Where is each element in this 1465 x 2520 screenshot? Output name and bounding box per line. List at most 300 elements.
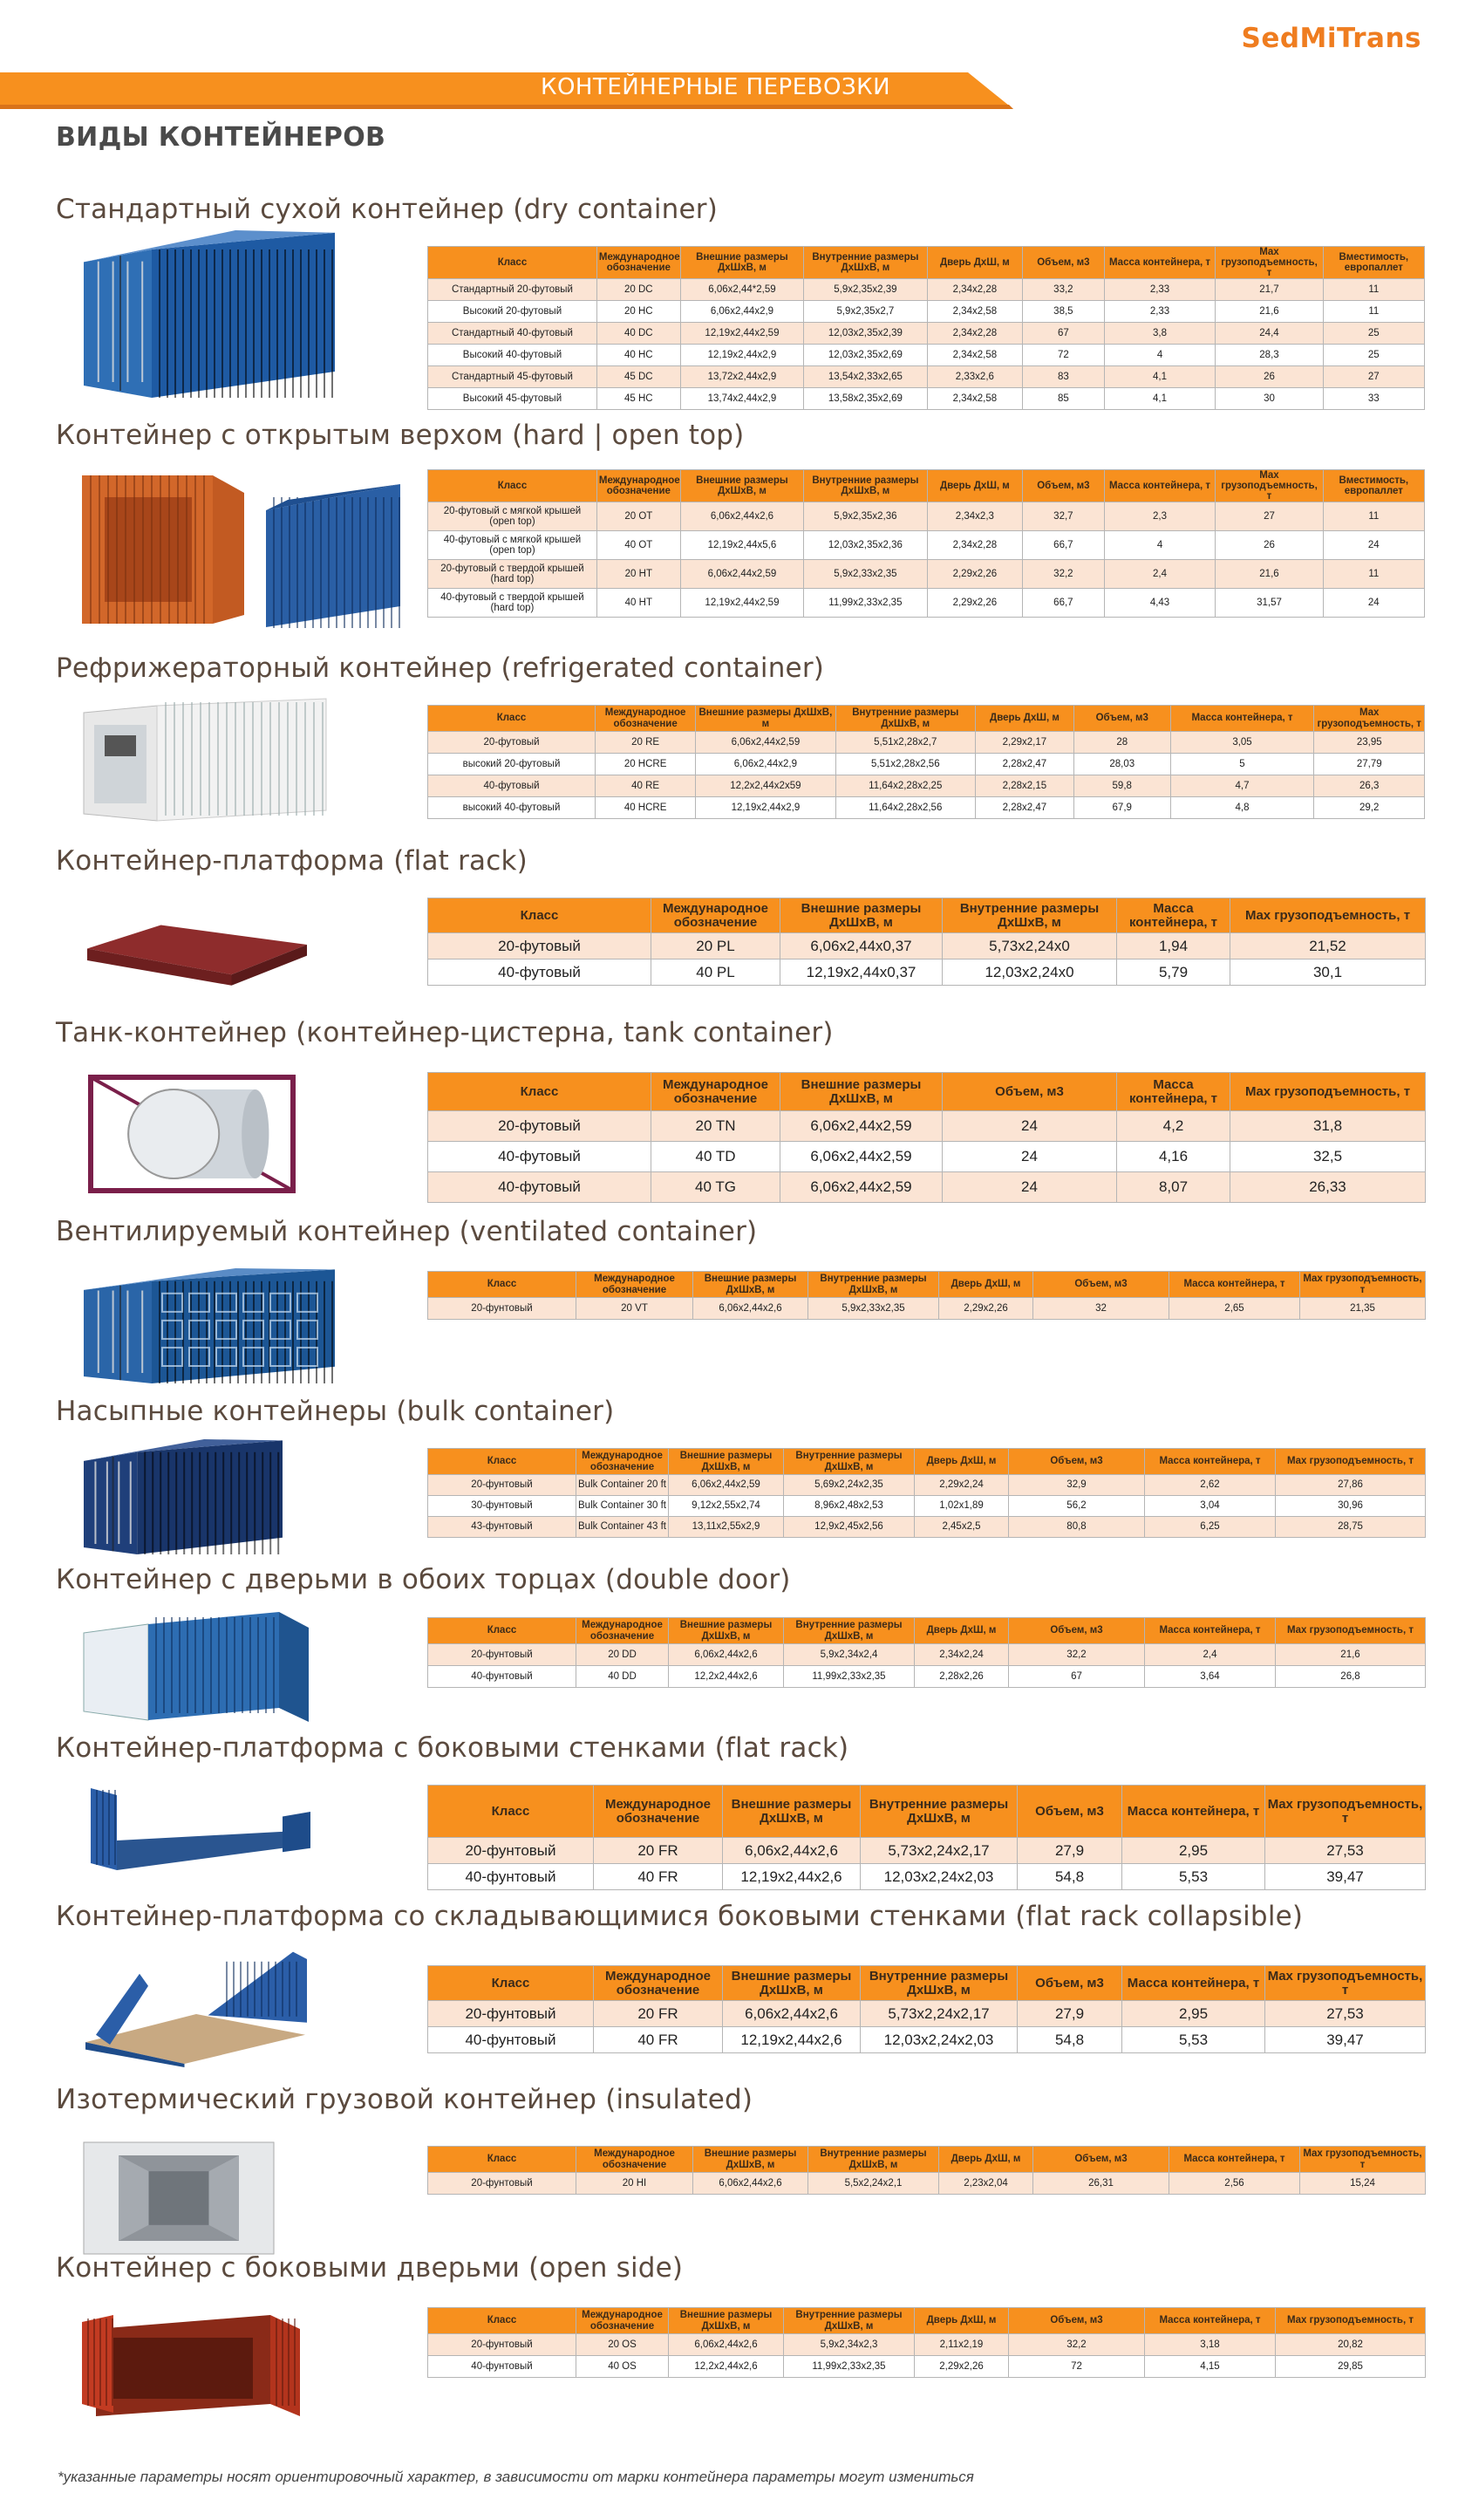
table-cell: 20-футовый bbox=[428, 933, 651, 960]
column-header: Международное обозначение bbox=[576, 2147, 693, 2173]
table-cell: 33 bbox=[1323, 388, 1424, 410]
container-image-openside bbox=[78, 2303, 305, 2425]
table-cell: 20 HCRE bbox=[596, 754, 696, 775]
table-row bbox=[428, 366, 1425, 388]
column-header: Международное обозначение bbox=[596, 247, 680, 279]
table-cell: 32,2 bbox=[1009, 1644, 1145, 1666]
column-header: Внутренние размеры ДхШхВ, м bbox=[784, 1618, 915, 1644]
table-cell: 2,29x2,26 bbox=[939, 1298, 1033, 1320]
table-cell: 39,47 bbox=[1265, 2027, 1426, 2053]
table-cell: 11 bbox=[1323, 560, 1424, 589]
table-cell: 6,06x2,44x2,59 bbox=[780, 1111, 943, 1142]
table-cell: 26,8 bbox=[1276, 1666, 1426, 1688]
table-cell: 20-футовый с твердой крышей (hard top) bbox=[428, 560, 597, 589]
table-header-row bbox=[428, 470, 1425, 502]
table-cell: 30,96 bbox=[1276, 1496, 1426, 1517]
table-cell: Bulk Container 43 ft bbox=[576, 1517, 669, 1538]
table-cell: 2,33 bbox=[1104, 279, 1216, 301]
table-cell: 2,95 bbox=[1122, 2001, 1265, 2027]
table-cell: 2,95 bbox=[1122, 1838, 1265, 1864]
table-cell: 2,4 bbox=[1145, 1644, 1276, 1666]
table-cell: 45 HC bbox=[596, 388, 680, 410]
column-header: Внешние размеры ДхШхВ, м bbox=[669, 2308, 784, 2334]
column-header: Вместимость, европаллет bbox=[1323, 247, 1424, 279]
column-header: Масса контейнера, т bbox=[1145, 1449, 1276, 1475]
table-cell: 11,99x2,33x2,35 bbox=[784, 2356, 915, 2378]
column-header: Класс bbox=[428, 706, 596, 732]
table-cell: 40 FR bbox=[594, 2027, 723, 2053]
container-image-vent bbox=[78, 1267, 340, 1389]
table-cell: 12,03x2,35x2,36 bbox=[804, 531, 927, 560]
table-cell: 20-фунтовый bbox=[428, 2001, 594, 2027]
table-row bbox=[428, 1142, 1426, 1172]
table-cell: 6,06x2,44x2,9 bbox=[696, 754, 835, 775]
table-row bbox=[428, 2173, 1426, 2195]
table-cell: 30-фунтовый bbox=[428, 1496, 576, 1517]
table-cell: 85 bbox=[1023, 388, 1105, 410]
table-cell: 29,2 bbox=[1314, 797, 1425, 819]
table-cell: 26,3 bbox=[1314, 775, 1425, 797]
column-header: Масса контейнера, т bbox=[1122, 1966, 1265, 2001]
table-row bbox=[428, 502, 1425, 531]
table-cell: 3,64 bbox=[1145, 1666, 1276, 1688]
section-title: Контейнер-платформа со складывающимися боковыми стенками (flat rack collapsible) bbox=[56, 1901, 1304, 1932]
table-cell: 54,8 bbox=[1018, 2027, 1122, 2053]
table-cell: 40-фунтовый bbox=[428, 2356, 576, 2378]
table-cell: 26,33 bbox=[1230, 1172, 1426, 1203]
table-cell: 2,65 bbox=[1169, 1298, 1300, 1320]
table-row bbox=[428, 797, 1425, 819]
table-header-row bbox=[428, 1272, 1426, 1298]
column-header: Масса контейнера, т bbox=[1170, 706, 1314, 732]
section-title: Насыпные контейнеры (bulk container) bbox=[56, 1396, 615, 1427]
column-header: Масса контейнера, т bbox=[1169, 2147, 1300, 2173]
table-cell: 72 bbox=[1009, 2356, 1145, 2378]
table-header-row bbox=[428, 1073, 1426, 1111]
table-cell: 32 bbox=[1033, 1298, 1169, 1320]
table-cell: 3,05 bbox=[1170, 732, 1314, 754]
column-header: Международное обозначение bbox=[651, 1073, 780, 1111]
column-header: Max грузоподъемность, т bbox=[1276, 2308, 1426, 2334]
table-cell: 31,8 bbox=[1230, 1111, 1426, 1142]
spec-table bbox=[427, 898, 1426, 986]
column-header: Масса контейнера, т bbox=[1104, 470, 1216, 502]
column-header: Max грузоподъемность, т bbox=[1216, 470, 1323, 502]
table-row bbox=[428, 560, 1425, 589]
table-row bbox=[428, 1838, 1426, 1864]
table-cell: 4,1 bbox=[1104, 388, 1216, 410]
table-cell: 6,06x2,44x0,37 bbox=[780, 933, 943, 960]
column-header: Дверь ДхШ, м bbox=[939, 2147, 1033, 2173]
column-header: Внутренние размеры ДхШхВ, м bbox=[943, 898, 1117, 933]
table-cell: 40-футовый bbox=[428, 1142, 651, 1172]
table-cell: Высокий 20-футовый bbox=[428, 301, 597, 323]
table-cell: 24 bbox=[943, 1172, 1117, 1203]
table-cell: 2,29x2,24 bbox=[915, 1475, 1009, 1496]
table-cell: 56,2 bbox=[1009, 1496, 1145, 1517]
table-cell: 20 FR bbox=[594, 2001, 723, 2027]
table-cell: 6,06x2,44x2,59 bbox=[696, 732, 835, 754]
column-header: Внутренние размеры ДхШхВ, м bbox=[804, 247, 927, 279]
table-header-row bbox=[428, 2147, 1426, 2173]
table-cell: 83 bbox=[1023, 366, 1105, 388]
table-cell: 27,86 bbox=[1276, 1475, 1426, 1496]
table-cell: 4,2 bbox=[1117, 1111, 1230, 1142]
table-cell: 2,34x2,28 bbox=[927, 531, 1023, 560]
table-cell: 21,6 bbox=[1276, 1644, 1426, 1666]
column-header: Внутренние размеры ДхШхВ, м bbox=[784, 2308, 915, 2334]
table-cell: 40-фунтовый bbox=[428, 1864, 594, 1890]
table-cell: 5,9x2,35x2,7 bbox=[804, 301, 927, 323]
table-cell: 40-футовый bbox=[428, 1172, 651, 1203]
section-title: Рефрижераторный контейнер (refrigerated container) bbox=[56, 652, 825, 684]
table-cell: 40-футовый с твердой крышей (hard top) bbox=[428, 589, 597, 618]
table-cell: 21,35 bbox=[1300, 1298, 1426, 1320]
table-cell: 12,19x2,44x5,6 bbox=[680, 531, 803, 560]
table-cell: 4,16 bbox=[1117, 1142, 1230, 1172]
section-title: Изотермический грузовой контейнер (insulated) bbox=[56, 2084, 753, 2115]
column-header: Max грузоподъемность, т bbox=[1216, 247, 1323, 279]
table-cell: 20-фунтовый bbox=[428, 1644, 576, 1666]
table-cell: 13,54x2,33x2,65 bbox=[804, 366, 927, 388]
table-cell: 12,19x2,44x0,37 bbox=[780, 960, 943, 986]
table-cell: 20 PL bbox=[651, 933, 780, 960]
table-cell: 40 DC bbox=[596, 323, 680, 345]
table-row bbox=[428, 732, 1425, 754]
table-cell: 40 TG bbox=[651, 1172, 780, 1203]
column-header: Масса контейнера, т bbox=[1169, 1272, 1300, 1298]
spec-table bbox=[427, 1271, 1426, 1320]
table-cell: 12,19x2,44x2,6 bbox=[723, 1864, 861, 1890]
table-cell: 20-фунтовый bbox=[428, 2173, 576, 2195]
section-title: Контейнер с дверьми в обоих торцах (double door) bbox=[56, 1564, 791, 1595]
container-image-insulated bbox=[78, 2137, 279, 2259]
table-cell: 4,15 bbox=[1145, 2356, 1276, 2378]
table-row bbox=[428, 1111, 1426, 1142]
table-cell: 27 bbox=[1216, 502, 1323, 531]
table-cell: 20 FR bbox=[594, 1838, 723, 1864]
table-cell: Стандартный 20-футовый bbox=[428, 279, 597, 301]
table-cell: 6,06x2,44x2,6 bbox=[693, 2173, 808, 2195]
column-header: Дверь ДхШ, м bbox=[927, 247, 1023, 279]
table-cell: 5,53 bbox=[1122, 1864, 1265, 1890]
table-row bbox=[428, 2334, 1426, 2356]
section-title: Контейнер-платформа с боковыми стенками (flat rack) bbox=[56, 1732, 849, 1764]
column-header: Внутренние размеры ДхШхВ, м bbox=[835, 706, 975, 732]
table-cell: 4 bbox=[1104, 531, 1216, 560]
container-image-bulk bbox=[78, 1438, 288, 1560]
table-cell: 2,34x2,3 bbox=[927, 502, 1023, 531]
table-cell: 2,34x2,58 bbox=[927, 388, 1023, 410]
column-header: Класс bbox=[428, 2308, 576, 2334]
table-cell: 12,2x2,44x2,6 bbox=[669, 1666, 784, 1688]
container-image-reefer bbox=[78, 695, 331, 826]
column-header: Дверь ДхШ, м bbox=[939, 1272, 1033, 1298]
table-cell: 40 TD bbox=[651, 1142, 780, 1172]
table-cell: 20 HC bbox=[596, 301, 680, 323]
table-cell: 15,24 bbox=[1300, 2173, 1426, 2195]
table-cell: 21,6 bbox=[1216, 560, 1323, 589]
table-cell: 30 bbox=[1216, 388, 1323, 410]
table-cell: 11,64x2,28x2,56 bbox=[835, 797, 975, 819]
column-header: Международное обозначение bbox=[594, 1966, 723, 2001]
table-row bbox=[428, 2356, 1426, 2378]
table-cell: 21,7 bbox=[1216, 279, 1323, 301]
table-cell: 12,19x2,44x2,9 bbox=[696, 797, 835, 819]
table-header-row bbox=[428, 898, 1426, 933]
table-row bbox=[428, 1666, 1426, 1688]
column-header: Внутренние размеры ДхШхВ, м bbox=[804, 470, 927, 502]
table-cell: 6,06x2,44*2,59 bbox=[680, 279, 803, 301]
table-cell: 4 bbox=[1104, 345, 1216, 366]
table-row bbox=[428, 2027, 1426, 2053]
table-cell: 2,45x2,5 bbox=[915, 1517, 1009, 1538]
table-cell: 5,9x2,34x2,4 bbox=[784, 1644, 915, 1666]
table-cell: 40-футовый bbox=[428, 960, 651, 986]
table-cell: 13,74x2,44x2,9 bbox=[680, 388, 803, 410]
table-row bbox=[428, 1864, 1426, 1890]
table-cell: 13,72x2,44x2,9 bbox=[680, 366, 803, 388]
table-cell: 2,3 bbox=[1104, 502, 1216, 531]
table-cell: 27 bbox=[1323, 366, 1424, 388]
table-cell: 2,29x2,26 bbox=[915, 2356, 1009, 2378]
column-header: Дверь ДхШ, м bbox=[927, 470, 1023, 502]
table-cell: 5,73x2,24x2,17 bbox=[861, 1838, 1018, 1864]
table-cell: 6,06x2,44x2,9 bbox=[680, 301, 803, 323]
column-header: Объем, м3 bbox=[1023, 247, 1105, 279]
brand-logo: SedMiTrans bbox=[1241, 23, 1421, 54]
header-banner bbox=[0, 72, 1013, 109]
column-header: Max грузоподъемность, т bbox=[1276, 1618, 1426, 1644]
table-cell: 40-фунтовый bbox=[428, 2027, 594, 2053]
spec-table bbox=[427, 1785, 1426, 1890]
table-cell: 12,2x2,44x2х59 bbox=[696, 775, 835, 797]
table-cell: 4,8 bbox=[1170, 797, 1314, 819]
column-header: Международное обозначение bbox=[594, 1786, 723, 1838]
table-cell: 8,96x2,48x2,53 bbox=[784, 1496, 915, 1517]
table-cell: 5,51x2,28x2,56 bbox=[835, 754, 975, 775]
table-cell: 20-фунтовый bbox=[428, 1298, 576, 1320]
table-cell: 67 bbox=[1009, 1666, 1145, 1688]
table-cell: 12,9x2,45x2,56 bbox=[784, 1517, 915, 1538]
table-cell: 2,11x2,19 bbox=[915, 2334, 1009, 2356]
column-header: Внешние размеры ДхШхВ, м bbox=[780, 898, 943, 933]
column-header: Max грузоподъемность, т bbox=[1265, 1786, 1426, 1838]
table-cell: 20-фунтовый bbox=[428, 2334, 576, 2356]
column-header: Внешние размеры ДхШхВ, м bbox=[669, 1449, 784, 1475]
table-cell: 5,73x2,24x2,17 bbox=[861, 2001, 1018, 2027]
table-cell: 11 bbox=[1323, 279, 1424, 301]
column-header: Класс bbox=[428, 470, 597, 502]
container-image-frack bbox=[78, 1783, 323, 1879]
table-cell: 2,34x2,24 bbox=[915, 1644, 1009, 1666]
table-cell: 5,9x2,33x2,35 bbox=[804, 560, 927, 589]
column-header: Дверь ДхШ, м bbox=[975, 706, 1073, 732]
table-cell: 20 DC bbox=[596, 279, 680, 301]
table-cell: 2,29x2,26 bbox=[927, 589, 1023, 618]
table-cell: 40 OT bbox=[596, 531, 680, 560]
table-cell: 13,11x2,55x2,9 bbox=[669, 1517, 784, 1538]
table-cell: 2,28x2,26 bbox=[915, 1666, 1009, 1688]
table-cell: 40 RE bbox=[596, 775, 696, 797]
table-cell: 40 HT bbox=[596, 589, 680, 618]
column-header: Международное обозначение bbox=[576, 2308, 669, 2334]
table-cell: 5,5x2,24x2,1 bbox=[808, 2173, 939, 2195]
spec-table bbox=[427, 705, 1425, 819]
table-cell: 72 bbox=[1023, 345, 1105, 366]
column-header: Объем, м3 bbox=[1023, 470, 1105, 502]
table-cell: 43-фунтовый bbox=[428, 1517, 576, 1538]
column-header: Объем, м3 bbox=[943, 1073, 1117, 1111]
table-cell: 4,43 bbox=[1104, 589, 1216, 618]
column-header: Дверь ДхШ, м bbox=[915, 1618, 1009, 1644]
table-cell: 20 HT bbox=[596, 560, 680, 589]
table-cell: 66,7 bbox=[1023, 589, 1105, 618]
table-cell: 5,9x2,35x2,36 bbox=[804, 502, 927, 531]
table-cell: 6,06x2,44x2,6 bbox=[723, 2001, 861, 2027]
table-row bbox=[428, 1517, 1426, 1538]
table-cell: 6,06x2,44x2,59 bbox=[669, 1475, 784, 1496]
table-cell: 80,8 bbox=[1009, 1517, 1145, 1538]
table-cell: 2,34x2,28 bbox=[927, 279, 1023, 301]
table-cell: 26 bbox=[1216, 531, 1323, 560]
table-row bbox=[428, 589, 1425, 618]
table-row bbox=[428, 323, 1425, 345]
container-image-double bbox=[78, 1607, 314, 1729]
column-header: Объем, м3 bbox=[1033, 2147, 1169, 2173]
column-header: Дверь ДхШ, м bbox=[915, 2308, 1009, 2334]
column-header: Масса контейнера, т bbox=[1104, 247, 1216, 279]
table-cell: 3,8 bbox=[1104, 323, 1216, 345]
table-cell: 32,2 bbox=[1023, 560, 1105, 589]
table-cell: 40 OS bbox=[576, 2356, 669, 2378]
table-cell: Bulk Container 20 ft bbox=[576, 1475, 669, 1496]
banner-text: КОНТЕЙНЕРНЫЕ ПЕРЕВОЗКИ bbox=[541, 74, 891, 100]
column-header: Масса контейнера, т bbox=[1117, 1073, 1230, 1111]
table-cell: 20 DD bbox=[576, 1644, 669, 1666]
table-cell: 12,2x2,44x2,6 bbox=[669, 2356, 784, 2378]
footnote: *указанные параметры носят ориентировочный характер, в зависимости от марки контейнера параметры могут измениться bbox=[58, 2469, 974, 2485]
table-cell: 20-футовый bbox=[428, 732, 596, 754]
column-header: Объем, м3 bbox=[1018, 1786, 1122, 1838]
table-cell: 12,03x2,24x0 bbox=[943, 960, 1117, 986]
table-cell: Высокий 40-футовый bbox=[428, 345, 597, 366]
table-header-row bbox=[428, 1786, 1426, 1838]
table-cell: 27,9 bbox=[1018, 2001, 1122, 2027]
column-header: Внутренние размеры ДхШхВ, м bbox=[861, 1966, 1018, 2001]
table-row bbox=[428, 754, 1425, 775]
section-title: Танк-контейнер (контейнер-цистерна, tank container) bbox=[56, 1017, 834, 1048]
table-cell: 9,12x2,55x2,74 bbox=[669, 1496, 784, 1517]
table-cell: 33,2 bbox=[1023, 279, 1105, 301]
column-header: Внешние размеры ДхШхВ, м bbox=[693, 1272, 808, 1298]
table-cell: 30,1 bbox=[1230, 960, 1426, 986]
column-header: Max грузоподъемность, т bbox=[1265, 1966, 1426, 2001]
column-header: Класс bbox=[428, 1272, 576, 1298]
column-header: Дверь ДхШ, м bbox=[915, 1449, 1009, 1475]
table-cell: Bulk Container 30 ft bbox=[576, 1496, 669, 1517]
column-header: Объем, м3 bbox=[1009, 1618, 1145, 1644]
table-cell: 40-футовый bbox=[428, 775, 596, 797]
table-header-row bbox=[428, 247, 1425, 279]
table-cell: 40 PL bbox=[651, 960, 780, 986]
table-cell: 20 RE bbox=[596, 732, 696, 754]
table-cell: 6,06x2,44x2,6 bbox=[669, 2334, 784, 2356]
table-cell: 32,7 bbox=[1023, 502, 1105, 531]
table-cell: 12,03x2,24x2,03 bbox=[861, 2027, 1018, 2053]
table-cell: 5,79 bbox=[1117, 960, 1230, 986]
table-cell: 2,33x2,6 bbox=[927, 366, 1023, 388]
table-cell: 40 HC bbox=[596, 345, 680, 366]
table-row bbox=[428, 345, 1425, 366]
table-cell: 66,7 bbox=[1023, 531, 1105, 560]
table-cell: 28,75 bbox=[1276, 1517, 1426, 1538]
table-cell: 2,34x2,28 bbox=[927, 323, 1023, 345]
column-header: Класс bbox=[428, 1786, 594, 1838]
table-cell: 20-фунтовый bbox=[428, 1838, 594, 1864]
container-image-opentop bbox=[78, 458, 405, 632]
table-cell: 6,06x2,44x2,59 bbox=[780, 1142, 943, 1172]
column-header: Max грузоподъемность, т bbox=[1300, 1272, 1426, 1298]
column-header: Внешние размеры ДхШхВ, м bbox=[780, 1073, 943, 1111]
table-cell: 29,85 bbox=[1276, 2356, 1426, 2378]
table-row bbox=[428, 531, 1425, 560]
column-header: Внешние размеры ДхШхВ, м bbox=[680, 470, 803, 502]
table-cell: 2,28x2,47 bbox=[975, 797, 1073, 819]
column-header: Объем, м3 bbox=[1073, 706, 1170, 732]
table-cell: 45 DC bbox=[596, 366, 680, 388]
table-row bbox=[428, 1644, 1426, 1666]
table-cell: 67,9 bbox=[1073, 797, 1170, 819]
table-cell: 2,28x2,15 bbox=[975, 775, 1073, 797]
table-cell: Стандартный 45-футовый bbox=[428, 366, 597, 388]
table-cell: 20,82 bbox=[1276, 2334, 1426, 2356]
column-header: Внешние размеры ДхШхВ, м bbox=[723, 1966, 861, 2001]
table-cell: 24 bbox=[1323, 589, 1424, 618]
table-cell: 3,04 bbox=[1145, 1496, 1276, 1517]
column-header: Внешние размеры ДхШхВ, м bbox=[669, 1618, 784, 1644]
table-cell: Высокий 45-футовый bbox=[428, 388, 597, 410]
table-cell: 38,5 bbox=[1023, 301, 1105, 323]
table-cell: 6,06x2,44x2,6 bbox=[693, 1298, 808, 1320]
table-cell: 8,07 bbox=[1117, 1172, 1230, 1203]
table-header-row bbox=[428, 2308, 1426, 2334]
table-cell: 20 HI bbox=[576, 2173, 693, 2195]
column-header: Внешние размеры ДхШхВ, м bbox=[723, 1786, 861, 1838]
spec-table bbox=[427, 1617, 1426, 1688]
column-header: Max грузоподъемность, т bbox=[1314, 706, 1425, 732]
column-header: Класс bbox=[428, 1618, 576, 1644]
column-header: Вместимость, европаллет bbox=[1323, 470, 1424, 502]
page-title: ВИДЫ КОНТЕЙНЕРОВ bbox=[56, 122, 386, 153]
table-cell: 2,28x2,47 bbox=[975, 754, 1073, 775]
table-cell: 28,03 bbox=[1073, 754, 1170, 775]
table-cell: 27,79 bbox=[1314, 754, 1425, 775]
table-cell: 11 bbox=[1323, 301, 1424, 323]
table-cell: 2,23x2,04 bbox=[939, 2173, 1033, 2195]
table-cell: 12,19x2,44x2,59 bbox=[680, 589, 803, 618]
table-cell: 26 bbox=[1216, 366, 1323, 388]
table-row bbox=[428, 301, 1425, 323]
table-cell: 6,06x2,44x2,59 bbox=[780, 1172, 943, 1203]
table-cell: 4,1 bbox=[1104, 366, 1216, 388]
table-cell: 11,64x2,28x2,25 bbox=[835, 775, 975, 797]
table-cell: 6,06x2,44x2,59 bbox=[680, 560, 803, 589]
table-cell: 2,29x2,26 bbox=[927, 560, 1023, 589]
table-cell: 20 TN bbox=[651, 1111, 780, 1142]
table-cell: высокий 20-футовый bbox=[428, 754, 596, 775]
table-cell: 54,8 bbox=[1018, 1864, 1122, 1890]
